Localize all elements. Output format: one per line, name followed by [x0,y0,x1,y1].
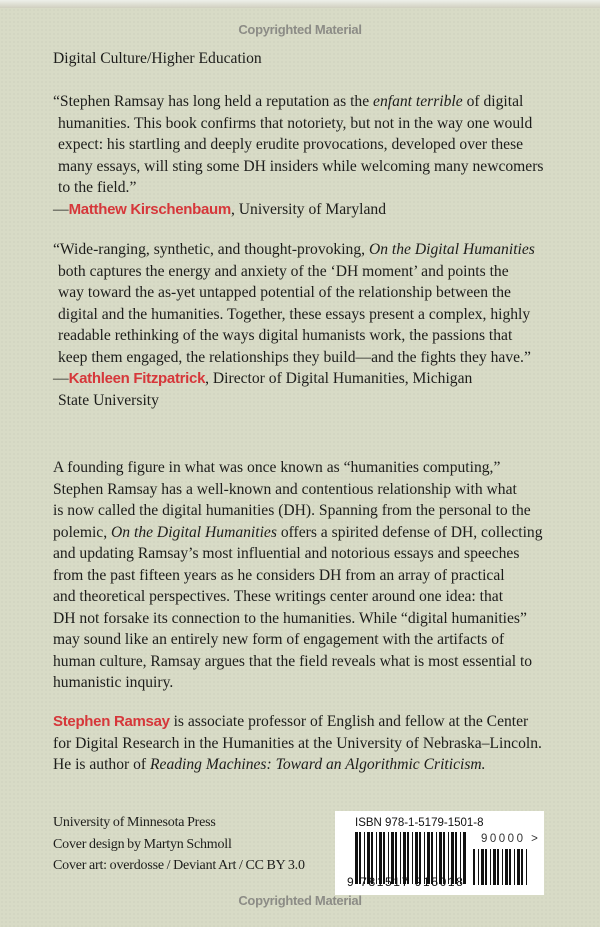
text-segment: both captures the energy and anxiety of the ‘DH moment’ and points the [58,262,509,280]
category-label [53,48,262,70]
text-line [53,565,543,587]
text-line [53,754,542,776]
text-segment: from the past fifteen years as he considers DH from an array of practical [53,566,505,584]
text-line [53,672,543,694]
blurb-fitzpatrick [53,239,535,411]
text-segment: human culture, Ramsay argues that the field reveals what is most essential to [53,652,533,670]
barcode-bar [490,849,491,885]
price-code: 90000 > [481,833,541,845]
text-line [53,261,535,283]
text-line [53,586,543,608]
text-line [53,608,543,630]
text-line [53,91,544,113]
text-segment: is now called the digital humanities (DH). Spanning from the personal to the [53,502,531,519]
barcode-bar [502,849,503,885]
text-line [53,347,535,369]
text-segment: may sound like an entirely new form of engagement with the artifacts of [53,631,505,648]
book-description [53,457,543,694]
watermark-top: Copyrighted Material [238,22,362,37]
text-segment: humanities. This book confirms that notoriety, but not in the way one would [58,114,533,132]
italic-title: enfant terrible [373,93,463,110]
barcode-bar [526,849,527,885]
text-line [53,390,535,412]
text-line [53,156,544,178]
text-segment: State University [58,391,159,409]
text-line [53,282,535,304]
text-line [53,543,543,565]
person-name: Matthew Kirschenbaum [68,200,231,218]
text-segment: to the field.” [58,179,137,196]
barcode-bar [478,849,479,885]
barcode-bar [505,849,508,885]
ean-digits: 9 781517 915018 [347,875,465,889]
barcode-bar [497,849,499,885]
isbn-text: ISBN 978-1-5179-1501-8 [355,817,484,829]
text-line [53,304,535,326]
text-segment: way toward the as-yet untapped potential of the relationship between the [58,284,511,301]
text-line [53,651,543,673]
text-segment: He is author of [53,756,151,773]
blurb-kirschenbaum [53,91,544,220]
text-segment: offers a spirited defense of DH, collecting [276,523,543,541]
text-segment: for Digital Research in the Humanities at the University of Nebraska–Lincoln. [53,734,542,752]
barcode-bar [493,849,496,885]
text-line [53,855,305,877]
text-line [53,522,543,544]
barcode-bar [521,849,523,885]
text-segment: Stephen Ramsay has a well-known and contentious relationship with what [53,480,517,498]
barcode-bar [514,849,515,885]
text-segment: polemic, [53,523,112,541]
barcode-bar [517,849,520,885]
text-segment: and updating Ramsay’s most influential and notorious essays and speeches [53,545,520,562]
watermark-bottom: Copyrighted Material [238,893,362,908]
text-line [53,834,305,856]
barcode-bar [509,849,511,885]
italic-title: Reading Machines: Toward an Algorithmic Criticism. [150,756,486,773]
barcode-bar [473,849,475,885]
text-segment: DH not forsake its connection to the humanities. While “digital humanities” [53,609,527,627]
text-segment: , University of Maryland [230,200,387,218]
text-line [53,457,543,479]
text-segment: expect: his startling and deeply erudite provocations, developed over these [58,136,524,153]
text-line [53,812,305,834]
person-name: Stephen Ramsay [53,713,170,730]
isbn-barcode [335,811,544,895]
text-line [53,479,543,501]
text-line [53,199,544,221]
italic-title: On the Digital Humanities [368,241,535,258]
text-line [53,629,543,651]
text-segment: “Wide-ranging, synthetic, and thought-provoking, [53,241,369,258]
person-name: Kathleen Fitzpatrick [68,370,206,387]
author-bio [53,711,542,776]
text-segment: — [53,200,69,218]
text-segment: University of Minnesota Press [53,815,216,830]
text-segment: A founding figure in what was once known as “humanities computing,” [53,459,501,476]
text-line [53,325,535,347]
text-segment: Cover design by Martyn Schmoll [53,836,232,852]
text-line [53,500,543,522]
text-line [53,177,544,199]
text-segment: Cover art: overdosse / Deviant Art / CC BY 3.0 [53,858,305,873]
category-text: Digital Culture/Higher Education [53,50,262,67]
text-segment: many essays, will sting some DH insiders while welcoming many newcomers [58,157,544,175]
text-segment: humanistic inquiry. [53,674,174,691]
price-bars [473,849,528,885]
text-segment: of digital [462,93,524,110]
text-line [53,134,544,156]
text-segment: readable rethinking of the ways digital humanists work, the passions that [58,327,513,344]
italic-title: On the Digital Humanities [111,523,277,541]
text-segment: and theoretical perspectives. These writings center around one idea: that [53,588,504,605]
text-line [53,368,535,390]
text-segment: keep them engaged, the relationships they build—and the fights they have.” [58,348,531,366]
barcode-bar [481,849,484,885]
text-line [53,711,542,733]
text-segment: “Stephen Ramsay has long held a reputation as the [53,93,374,110]
barcode-bar [485,849,487,885]
text-segment: digital and the humanities. Together, these essays present a complex, highly [58,305,531,323]
book-back-cover [0,8,600,927]
text-segment: , Director of Digital Humanities, Michigan [205,370,473,387]
text-line [53,733,542,755]
publisher-credits [53,812,305,877]
text-segment: — [53,370,69,387]
text-line [53,113,544,135]
text-segment: is associate professor of English and fellow at the Center [169,713,529,730]
text-line [53,239,535,261]
